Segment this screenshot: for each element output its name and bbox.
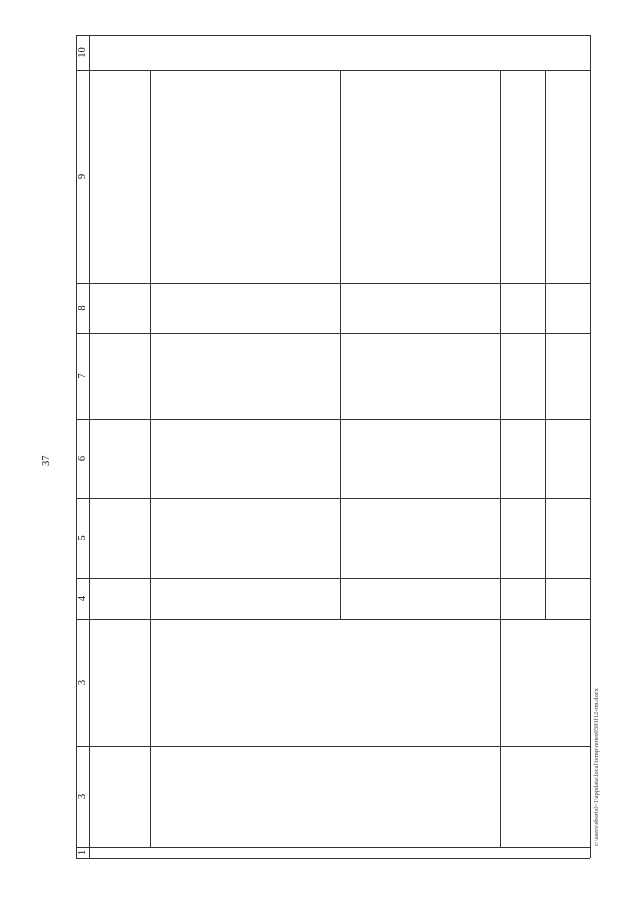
column-border <box>76 419 590 420</box>
column-border <box>76 746 590 747</box>
header-cell: 7 <box>77 373 88 379</box>
footer-file-path: c:\users\sborisl~1\appdata\local\temp\notes0393f12-rm.docx <box>593 688 600 846</box>
row-border <box>500 70 501 847</box>
header-cell: 4 <box>77 595 88 602</box>
header-cell: 6 <box>77 455 88 462</box>
column-border <box>76 283 590 284</box>
header-cell: 8 <box>77 305 88 311</box>
header-row-border <box>89 35 90 858</box>
header-cell: 1 <box>77 849 88 856</box>
column-border <box>76 578 590 579</box>
header-cell: 3 <box>77 679 88 686</box>
page-number: 37 <box>41 455 52 466</box>
column-border <box>76 333 590 334</box>
header-cell: 3 <box>77 793 88 800</box>
header-cell: 10 <box>77 47 88 58</box>
header-cell: 5 <box>77 535 88 541</box>
column-border <box>76 35 590 36</box>
column-border <box>76 858 590 859</box>
row-border <box>340 70 341 619</box>
column-border <box>76 498 590 499</box>
column-border <box>76 847 590 848</box>
header-cell: 9 <box>77 173 88 180</box>
column-border <box>76 619 590 620</box>
column-border <box>76 70 590 71</box>
row-border <box>150 70 151 847</box>
row-border <box>545 70 546 619</box>
table-border <box>590 35 591 858</box>
